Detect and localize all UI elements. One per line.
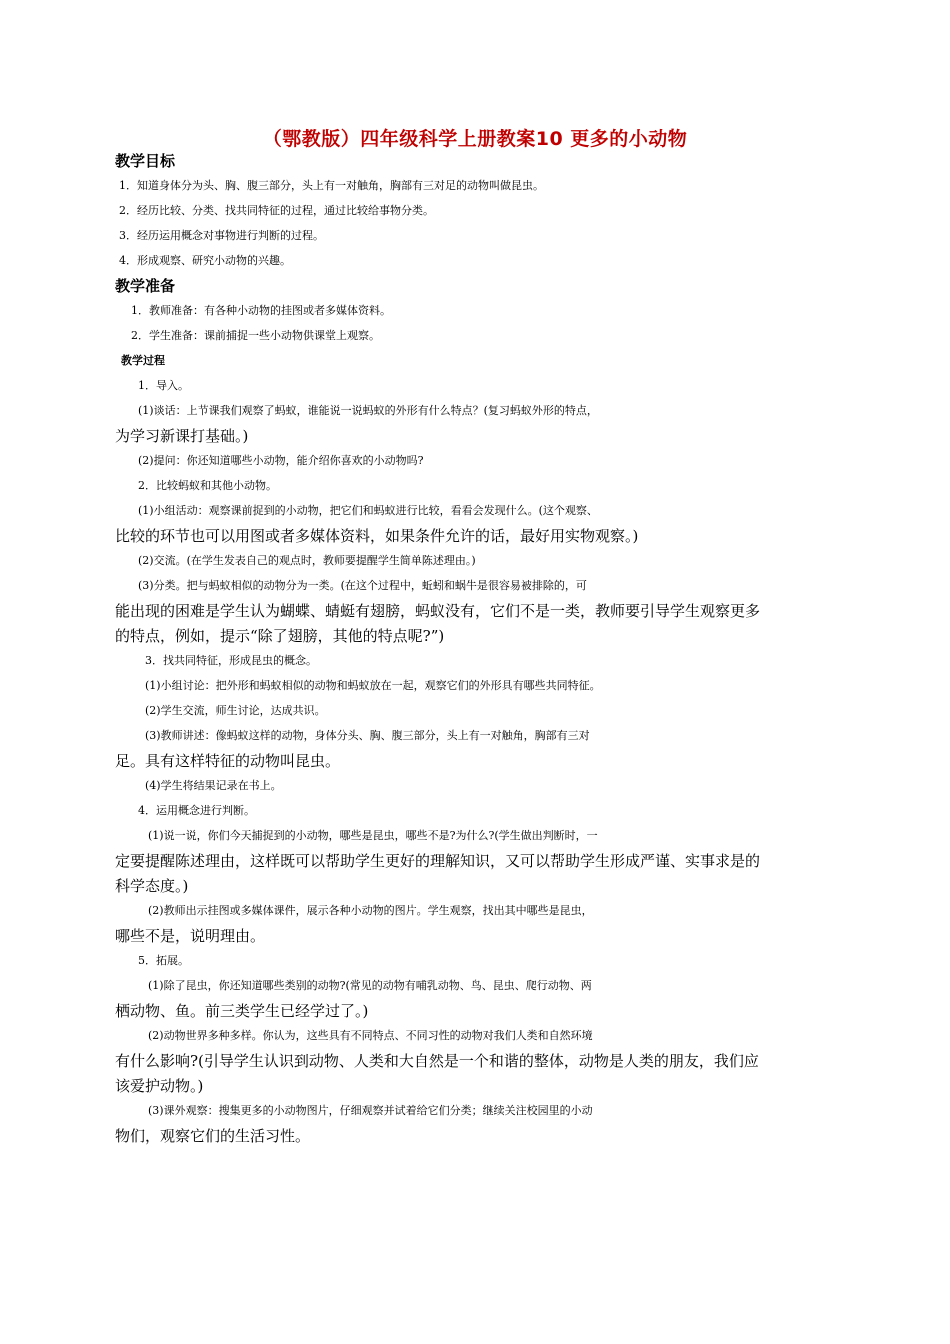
process-line: (2)教师出示挂图或多媒体课件，展示各种小动物的图片。学生观察，找出其中哪些是昆虫，	[148, 904, 593, 917]
goal-item: 3．经历运用概念对事物进行判断的过程。	[119, 229, 324, 242]
prep-item: 2．学生准备：课前捕捉一些小动物供课堂上观察。	[131, 329, 380, 342]
process-line: (2)交流。(在学生发表自己的观点时，教师要提醒学生简单陈述理由。)	[138, 554, 476, 567]
process-line: (1)小组讨论：把外形和蚂蚁相似的动物和蚂蚁放在一起，观察它们的外形具有哪些共同特征。	[145, 679, 601, 692]
process-line: 1．导入。	[138, 379, 189, 392]
process-line: 该爱护动物。)	[115, 1077, 204, 1095]
process-line: (2)动物世界多种多样。你认为，这些具有不同特点、不同习性的动物对我们人类和自然环境	[148, 1029, 593, 1042]
process-line: (3)分类。把与蚂蚁相似的动物分为一类。(在这个过程中，蚯蚓和蜗牛是很容易被排除的，可	[138, 579, 587, 592]
process-line: (2)提问：你还知道哪些小动物，能介绍你喜欢的小动物吗?	[138, 454, 424, 467]
process-line: (2)学生交流，师生讨论，达成共识。	[145, 704, 326, 717]
process-line: 有什么影响?(引导学生认识到动物、人类和大自然是一个和谐的整体，动物是人类的朋友，我们应	[115, 1052, 759, 1070]
process-line: 定要提醒陈述理由，这样既可以帮助学生更好的理解知识，又可以帮助学生形成严谨、实事求是的	[115, 852, 761, 870]
process-line: (3)课外观察：搜集更多的小动物图片，仔细观察并试着给它们分类；继续关注校园里的小动	[148, 1104, 593, 1117]
goal-item: 4．形成观察、研究小动物的兴趣。	[119, 254, 291, 267]
process-line: 3．找共同特征，形成昆虫的概念。	[145, 654, 317, 667]
process-line: (1)除了昆虫，你还知道哪些类别的动物?(常见的动物有哺乳动物、鸟、昆虫、爬行动物、两	[148, 979, 592, 992]
section-heading-prep: 教学准备	[115, 277, 176, 295]
process-line: 的特点，例如，提示“除了翅膀，其他的特点呢?”)	[115, 627, 445, 645]
process-line: (1)说一说，你们今天捕捉到的小动物，哪些是昆虫，哪些不是?为什么?(学生做出判断时，一	[148, 829, 598, 842]
process-line: 5．拓展。	[138, 954, 189, 967]
process-line: (1)谈话：上节课我们观察了蚂蚁，谁能说一说蚂蚁的外形有什么特点？(复习蚂蚁外形的特点，	[138, 404, 598, 417]
process-line: 4．运用概念进行判断。	[138, 804, 255, 817]
process-line: 栖动物、鱼。前三类学生已经学过了。)	[115, 1002, 369, 1020]
process-line: 比较的环节也可以用图或者多媒体资料，如果条件允许的话，最好用实物观察。)	[115, 527, 639, 545]
document-title: （鄂教版）四年级科学上册教案10 更多的小动物	[262, 128, 688, 150]
section-heading-process: 教学过程	[121, 354, 165, 367]
process-line: 哪些不是，说明理由。	[115, 927, 266, 945]
process-line: 足。具有这样特征的动物叫昆虫。	[115, 752, 341, 770]
goal-item: 1．知道身体分为头、胸、腹三部分，头上有一对触角，胸部有三对足的动物叫做昆虫。	[119, 179, 544, 192]
process-line: 能出现的困难是学生认为蝴蝶、蜻蜓有翅膀，蚂蚁没有，它们不是一类，教师要引导学生观察更多	[115, 602, 761, 620]
process-line: (3)教师讲述：像蚂蚁这样的动物，身体分头、胸、腹三部分，头上有一对触角，胸部有三对	[145, 729, 590, 742]
process-line: 科学态度。)	[115, 877, 189, 895]
process-line: 2．比较蚂蚁和其他小动物。	[138, 479, 277, 492]
process-line: (4)学生将结果记录在书上。	[145, 779, 282, 792]
process-line: 物们，观察它们的生活习性。	[115, 1127, 311, 1145]
goal-item: 2．经历比较、分类、找共同特征的过程，通过比较给事物分类。	[119, 204, 434, 217]
process-line: (1)小组活动：观察课前捉到的小动物，把它们和蚂蚁进行比较，看看会发现什么。(这个观察、	[138, 504, 598, 517]
prep-item: 1．教师准备：有各种小动物的挂图或者多媒体资料。	[131, 304, 391, 317]
section-heading-goals: 教学目标	[115, 152, 176, 170]
process-line: 为学习新课打基础。)	[115, 427, 249, 445]
